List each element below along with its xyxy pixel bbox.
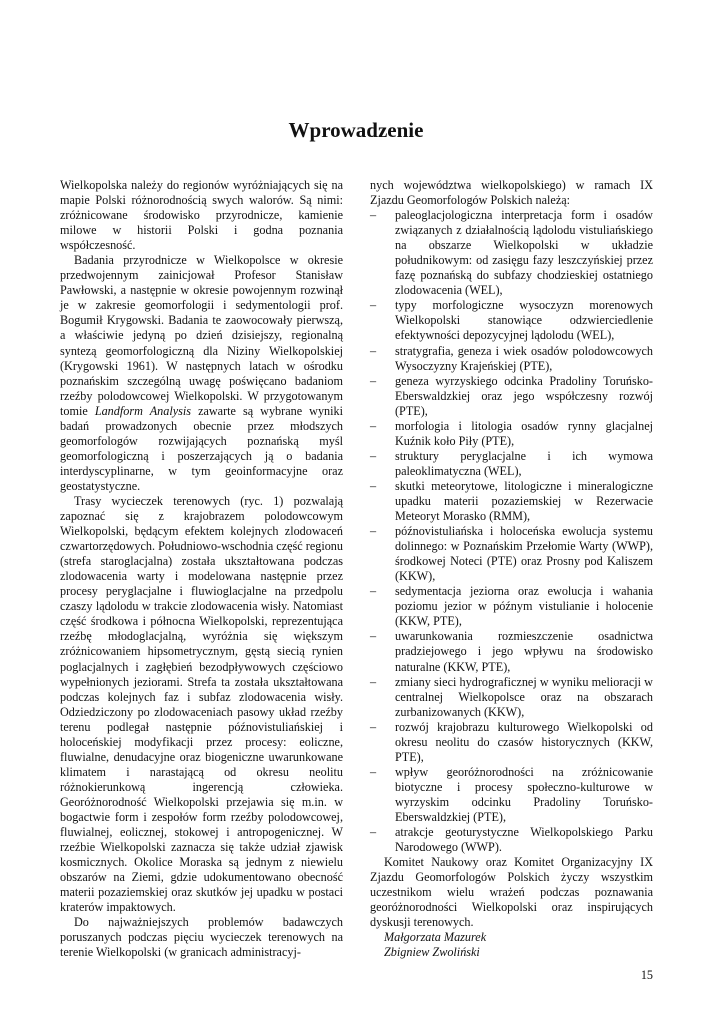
left-column bbox=[60, 178, 343, 960]
page-number: 15 bbox=[640, 968, 653, 982]
research-topics-list bbox=[370, 208, 653, 855]
paragraph-intro: Wielkopolska należy do regionów wyróżniających się na mapie Polski różnorodnością swych walorów. Są nimi: zróżnicowane środowisko przyrodnicze, kamienie milowe w historii Polski i godna poznania współczesność. bbox=[60, 178, 343, 253]
list-item: – geneza wyrzyskiego odcinka Pradoliny Toruńsko-Eberswaldzkiej oraz jego współczesny rozwój (PTE), bbox=[370, 374, 653, 419]
list-item: – atrakcje geoturystyczne Wielkopolskiego Parku Narodowego (WWP). bbox=[370, 825, 653, 855]
list-item: – uwarunkowania rozmieszczenie osadnictwa pradziejowego i jego wpływu na środowisko naturalne (KKW, PTE), bbox=[370, 629, 653, 674]
list-item: – rozwój krajobrazu kulturowego Wielkopolski od okresu neolitu do czasów historycznych (KKW, PTE), bbox=[370, 720, 653, 765]
journal-title: Landform Analysis bbox=[94, 403, 192, 418]
list-item: – struktury peryglacjalne i ich wymowa paleoklimatyczna (WEL), bbox=[370, 449, 653, 479]
list-item: – zmiany sieci hydrograficznej w wyniku melioracji w centralnej Wielkopolsce oraz na obszarach zurbanizowanych (KKW), bbox=[370, 675, 653, 720]
signature-author: Zbigniew Zwoliński bbox=[384, 945, 480, 960]
list-item: – skutki meteorytowe, litologiczne i mineralogiczne upadku materii pozaziemskiej w Rezerwacie Meteoryt Morasko (RMM), bbox=[370, 479, 653, 524]
list-item: – wpływ georóżnorodności na zróżnicowanie biotyczne i procesy społeczno-kulturowe w wyrzyskim odcinku Pradoliny Toruńsko-Eberswaldzkiej (PTE), bbox=[370, 765, 653, 825]
list-item: – typy morfologiczne wysoczyzn morenowych Wielkopolski stanowiące odzwierciedlenie efektywności depozycyjnej lądolodu (WEL), bbox=[370, 298, 653, 343]
right-column bbox=[370, 178, 653, 960]
list-item: – stratygrafia, geneza i wiek osadów polodowcowych Wysoczyzny Krajeńskiej (PTE), bbox=[370, 344, 653, 374]
list-item: – sedymentacja jeziorna oraz ewolucja i wahania poziomu jezior w późnym vistulianie i holocenie (KKW, PTE), bbox=[370, 584, 653, 629]
list-item: – morfologia i litologia osadów rynny glacjalnej Kuźnik koło Piły (PTE), bbox=[370, 419, 653, 449]
paragraph-research-problems: Do najważniejszych problemów badawczych poruszanych podczas pięciu wycieczek terenowych na terenie Wielkopolski (w granicach administracyj- bbox=[60, 915, 343, 960]
list-item: – późnovistuliańska i holoceńska ewolucja systemu dolinnego: w Poznańskim Przełomie Warty (WWP), środkowej Noteci (PTE) oraz Prosny pod Kaliszem (KKW), bbox=[370, 524, 653, 584]
page-title: Wprowadzenie bbox=[288, 118, 424, 142]
paragraph-text: Badania przyrodnicze w Wielkopolsce w okresie przedwojennym zainicjował Profesor Stanisław Pawłowski, a następnie w okresie powojennym rozwinął je w zakresie geomorfologii i sedymentologii prof. Bogumił Krygowski. Badania te zaowocowały pierwszą, a właściwie jedyną po dzień dzisiejszy, regionalną syntezą geomorfologiczną dla Niziny Wielkopolskiej (Krygowski 1961). W następnych latach w ośrodku poznańskim szczególną uwagę poświęcano badaniom rzeźby polodowcowej Wielkopolski. W przygotowanym tomie bbox=[60, 253, 343, 418]
paragraph-text: zawarte są wybrane wyniki badań prowadzonych obecnie przez młodszych geomorfologów rozwijających poznańską myśl geomorfologiczną i poszerzających ją o badania interdyscyplinarne, w tym geoinformacyjne oraz geostatystyczne. bbox=[60, 403, 344, 493]
paragraph-field-trips: Trasy wycieczek terenowych (ryc. 1) pozwalają zapoznać się z krajobrazem polodowcowym Wielkopolski, będącym efektem kolejnych zlodowaceń czwartorzędowych. Południowo-wschodnia część regionu (strefa staroglacjalna) została ukształtowana podczas zlodowacenia warty i modelowana następnie przez procesy peryglacjalne i fluwioglacjalne na przedpolu czaszy lądolodu w trakcie zlodowacenia wisły. Natomiast część środkowa i północna Wielkopolski, reprezentująca rzeźbę młodoglacjalną, wyróżnia się większym zróżnicowaniem hipsometrycznym, gęstą siecią rynien poglacjalnych i zagłębień bezodpływowych częściowo wypełnionych jeziorami. Strefa ta została ukształtowana podczas kolejnych faz i subfaz zlodowacenia wisły. Odziedziczony po zlodowaceniach pasowy układ rzeźby terenu podlegał następnie późnovistuliańskiej i holoceńskiej modyfikacji przez procesy: eoliczne, fluwialne, denudacyjne oraz biogeniczne uwarunkowane klimatem i narastającą od okresu neolitu różnokierunkową ingerencją człowieka. Georóżnorodność Wielkopolski przejawia się m.in. w bogactwie form i zespołów form rzeźby polodowcowej, fluwialnej, eolicznej, stokowej i antropogenicznej. W rzeźbie Wielkopolski zaznacza się także udział zjawisk kosmicznych. Okolice Moraska są jednym z niewielu obszarów na Ziemi, gdzie udokumentowano obecność materii pozaziemskiej oraz skutków jej upadku w postaci kraterów impaktowych. bbox=[60, 493, 343, 915]
paragraph-research-history bbox=[60, 253, 343, 494]
paragraph-continuation: nych województwa wielkopolskiego) w ramach IX Zjazdu Geomorfologów Polskich należą: bbox=[370, 178, 653, 208]
paragraph-closing: Komitet Naukowy oraz Komitet Organizacyjny IX Zjazdu Geomorfologów Polskich życzy wszystkim uczestnikom wielu wrażeń podczas poznawania georóżnorodności Wielkopolski oraz inspirujących dyskusji terenowych. bbox=[370, 855, 653, 930]
signature-author: Małgorzata Mazurek bbox=[384, 930, 487, 945]
list-item: – paleoglacjologiczna interpretacja form i osadów związanych z działalnością lądolodu vistuliańskiego na obszarze Wielkopolski w układzie południkowym: od zasięgu fazy leszczyńskiej przez fazę poznańską do subfazy chodzieskiej ostatniego zlodowacenia (WEL), bbox=[370, 208, 653, 298]
